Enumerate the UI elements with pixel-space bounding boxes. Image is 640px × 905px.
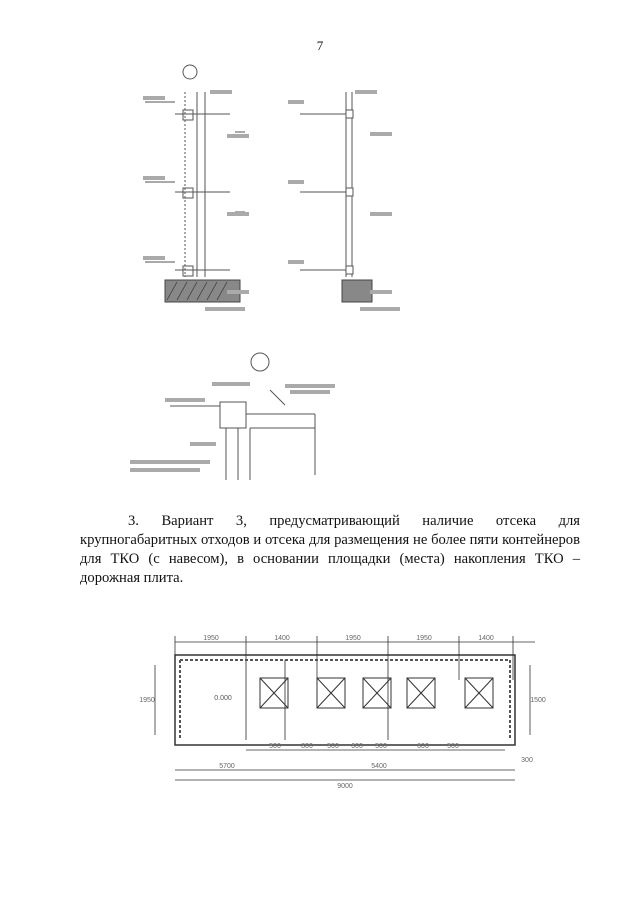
dim-bottom-4: 600 (351, 743, 363, 750)
dim-top-5: 1400 (478, 635, 494, 642)
dim-overall: 9000 (337, 783, 353, 790)
dim-bottom-6: 600 (417, 743, 429, 750)
dim-side-right: 1500 (530, 697, 546, 704)
dim-bottom-1: 500 (269, 743, 281, 750)
variant-3-text: 3. Вариант 3, предусматривающий наличие отсека для крупногабаритных отходов и отсека для размещения не более пяти контейнеров для ТКО (с навесом), в основании площадки (места) накопления ТКО – дорожная плита. (80, 513, 580, 586)
section-detail-a (135, 62, 280, 327)
dim-corner: 300 (521, 757, 533, 764)
node-detail (130, 350, 360, 490)
dim-top-4: 1950 (416, 635, 432, 642)
dim-total-right: 5400 (371, 763, 387, 770)
section-detail-b (280, 62, 420, 327)
variant-3-description (80, 512, 580, 588)
dim-side-left: 1950 (139, 697, 155, 704)
dim-top-3: 1950 (345, 635, 361, 642)
area-label: 0.000 (214, 695, 232, 702)
dim-bottom-7: 500 (447, 743, 459, 750)
dim-top-2: 1400 (274, 635, 290, 642)
site-plan (135, 630, 550, 790)
dim-bottom-3: 500 (327, 743, 339, 750)
container-row (260, 678, 493, 708)
dim-bottom-5: 500 (375, 743, 387, 750)
callout-circle (183, 65, 197, 79)
dim-bottom-2: 800 (301, 743, 313, 750)
dim-top-1: 1950 (203, 635, 219, 642)
dim-total-left: 5700 (219, 763, 235, 770)
page-number: 7 (316, 38, 324, 53)
